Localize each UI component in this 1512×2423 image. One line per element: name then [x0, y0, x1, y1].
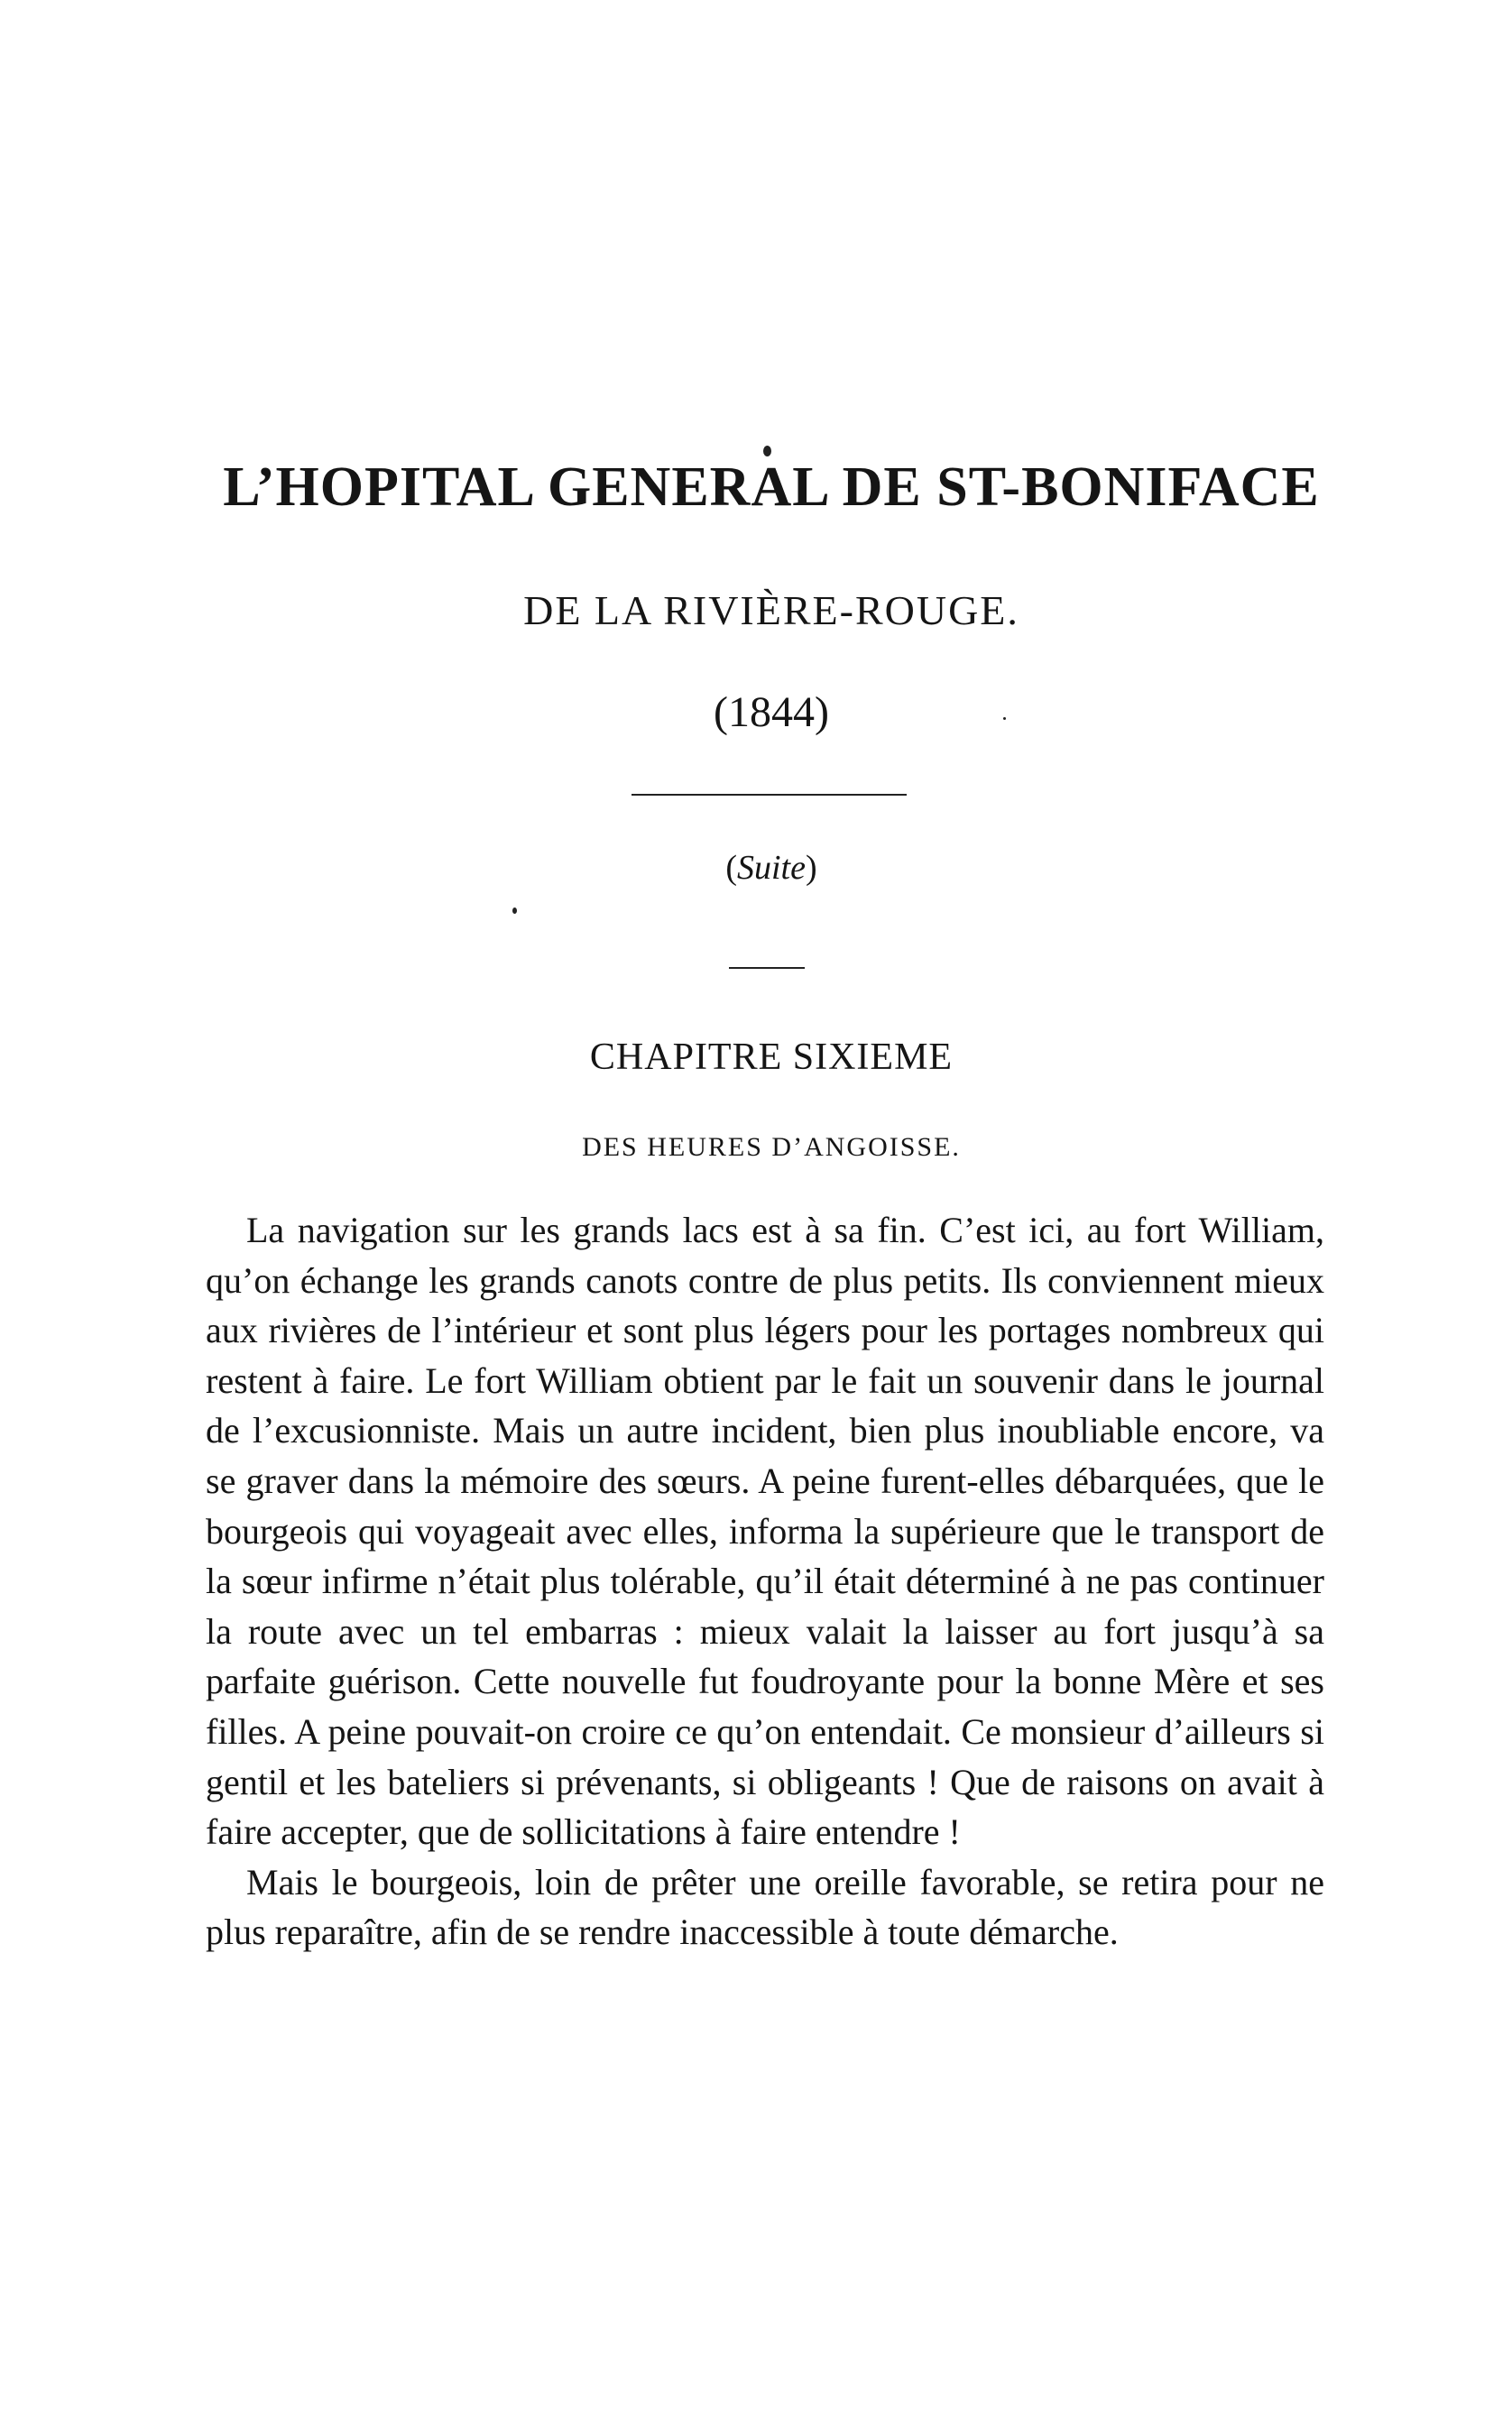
paragraph: Mais le bourgeois, loin de prêter une oreille favorable, se retira pour ne plus reparaître, afin de se rendre inaccessible à toute démarche.	[206, 1861, 1324, 1953]
suite-label: (Suite)	[725, 849, 817, 887]
page-title: L’HOPITAL GENERAL DE ST-BONIFACE	[223, 456, 1320, 518]
chapter-subtitle: DES HEURES D’ANGOISSE.	[582, 1132, 961, 1162]
chapter-title: CHAPITRE SIXIEME	[589, 1036, 954, 1078]
suite-text: Suite	[737, 849, 806, 887]
body-text	[206, 1205, 1324, 1958]
page-subtitle: DE LA RIVIÈRE-ROUGE.	[523, 587, 1019, 633]
ink-speck	[512, 907, 517, 914]
paragraph: La navigation sur les grands lacs est à sa fin. C’est ici, au fort William, qu’on échange les grands canots contre de plus petits. Ils conviennent mieux aux rivières de l’intérieur et sont plus légers pour les portages nombreux qui restent à faire. Le fort William obtient par le fait un souvenir dans le journal de l’excusionniste. Mais un autre incident, bien plus inoubliable encore, va se graver dans la mémoire des sœurs. A peine furent-elles débarquées, que le bourgeois qui voyageait avec elles, informa la supérieure que le transport de la sœur infirme n’était plus tolérable, qu’il était déterminé à ne pas continuer la route avec un tel embarras : mieux valait la laisser au fort jusqu’à sa parfaite guérison. Cette nouvelle fut foudroyante pour la bonne Mère et ses filles. A peine pouvait-on croire ce qu’on entendait. Ce monsieur d’ailleurs si gentil et les bateliers si prévenants, si obligeants ! Que de raisons on avait à faire accepter, que de sollicitations à faire entendre !	[206, 1210, 1324, 1853]
section-divider-short	[729, 967, 805, 969]
year-label: (1844)	[714, 688, 829, 736]
section-divider-long	[632, 794, 907, 796]
ink-speck	[763, 446, 771, 456]
ink-speck	[1003, 717, 1006, 720]
